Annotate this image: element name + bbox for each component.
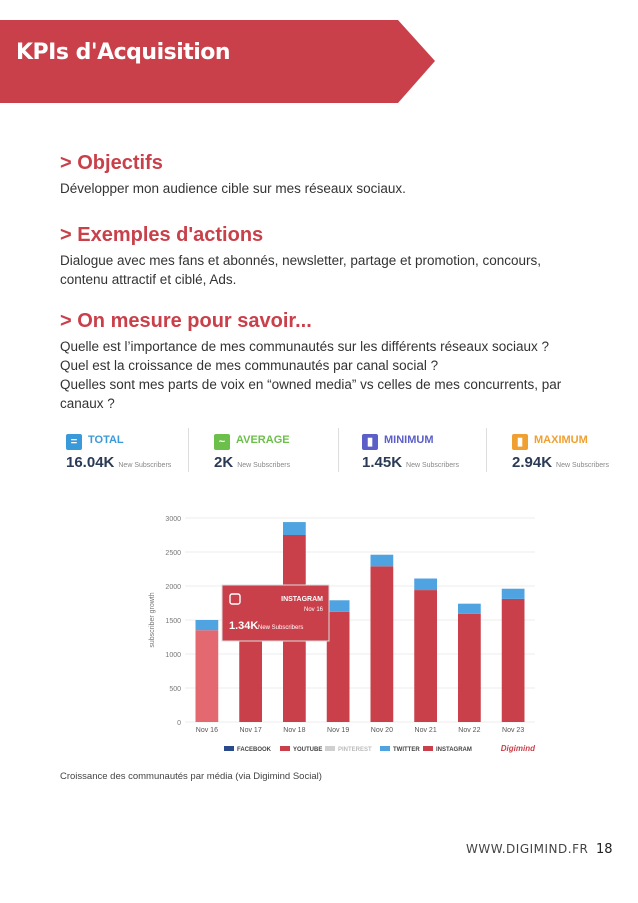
divider (486, 428, 487, 472)
bars-icon: ▮ (512, 434, 528, 450)
bar-twitter (196, 620, 219, 630)
section-text: Quelles sont mes parts de voix en “owned media” vs celles de mes concurrents, par (60, 377, 562, 392)
stat-value: 2K New Subscribers (214, 454, 291, 471)
bar-twitter (502, 589, 525, 599)
stat-label: MAXIMUM (534, 434, 588, 446)
stat-value: 1.45K New Subscribers (362, 454, 459, 471)
section-heading: > On mesure pour savoir... (60, 310, 312, 332)
brand-logo: Digimind (500, 744, 535, 753)
bar-twitter (327, 600, 350, 612)
legend-swatch (224, 746, 234, 751)
stat-value: 2.94K New Subscribers (512, 454, 609, 471)
x-tick-label: Nov 20 (370, 727, 393, 734)
tooltip-value: 1.34K (229, 620, 259, 632)
y-tick-label: 2500 (165, 550, 181, 557)
legend-label: YOUTUBE (293, 747, 323, 753)
section-text: canaux ? (60, 396, 115, 411)
section-text: Quel est la croissance de mes communautés par canal social ? (60, 358, 439, 373)
bar-youtube (502, 599, 525, 722)
section-heading: > Objectifs (60, 152, 163, 174)
x-tick-label: Nov 19 (327, 727, 350, 734)
x-tick-label: Nov 23 (502, 727, 525, 734)
bar-youtube (458, 614, 481, 722)
bar-youtube (239, 631, 262, 722)
tooltip-sub: New Subscribers (258, 625, 304, 631)
stat-value: 16.04K New Subscribers (66, 454, 172, 471)
legend-label: INSTAGRAM (436, 747, 472, 753)
section-text: contenu attractif et ciblé, Ads. (60, 272, 237, 287)
x-tick-label: Nov 17 (239, 727, 262, 734)
legend-label: PINTEREST (338, 747, 372, 753)
equals-icon: = (66, 434, 82, 450)
stat-label: MINIMUM (384, 434, 434, 446)
bar-youtube (371, 566, 394, 722)
figure-caption: Croissance des communautés par média (via Digimind Social) (60, 771, 322, 782)
bar-youtube (196, 630, 219, 722)
y-tick-label: 1500 (165, 618, 181, 625)
tooltip-date: Nov 16 (303, 607, 323, 613)
x-tick-label: Nov 22 (458, 727, 481, 734)
footer-url[interactable]: WWW.DIGIMIND.FR (466, 842, 589, 856)
legend-label: TWITTER (393, 747, 420, 753)
y-tick-label: 2000 (165, 584, 181, 591)
section-text: Développer mon audience cible sur mes réseaux sociaux. (60, 181, 406, 196)
legend-swatch (325, 746, 335, 751)
bar-youtube (414, 590, 437, 722)
stats-summary (58, 422, 609, 490)
x-tick-label: Nov 21 (414, 727, 437, 734)
page-title: KPIs d'Acquisition (16, 40, 231, 65)
section-objectifs (60, 152, 620, 198)
divider (338, 428, 339, 472)
page-number: 18 (596, 842, 613, 857)
legend-label: FACEBOOK (237, 747, 272, 753)
stat-label: AVERAGE (236, 434, 290, 446)
legend-swatch (423, 746, 433, 751)
legend-swatch (380, 746, 390, 751)
bars-icon: ▮ (362, 434, 378, 450)
x-tick-label: Nov 16 (195, 727, 218, 734)
y-tick-label: 3000 (165, 516, 181, 523)
bar-youtube (327, 612, 350, 722)
section-heading: > Exemples d'actions (60, 224, 264, 246)
legend-swatch (280, 746, 290, 751)
tooltip-title: INSTAGRAM (281, 596, 323, 603)
bar-twitter (414, 579, 437, 591)
wave-icon: ~ (214, 434, 230, 450)
divider (188, 428, 189, 472)
bar-twitter (283, 522, 306, 535)
x-tick-label: Nov 18 (283, 727, 306, 734)
section-text: Quelle est l’importance de mes communautés sur les différents réseaux sociaux ? (60, 339, 549, 354)
bar-twitter (371, 555, 394, 567)
section-text: Dialogue avec mes fans et abonnés, newsletter, partage et promotion, concours, (60, 253, 542, 268)
y-tick-label: 0 (177, 720, 181, 727)
section-mesure (60, 310, 620, 413)
subscriber-growth-chart (140, 505, 542, 760)
stat-label: TOTAL (88, 434, 124, 446)
y-tick-label: 1000 (165, 652, 181, 659)
y-tick-label: 500 (169, 686, 181, 693)
bar-twitter (458, 604, 481, 614)
y-axis-label: subscriber growth (149, 592, 156, 648)
section-exemples (60, 224, 620, 289)
